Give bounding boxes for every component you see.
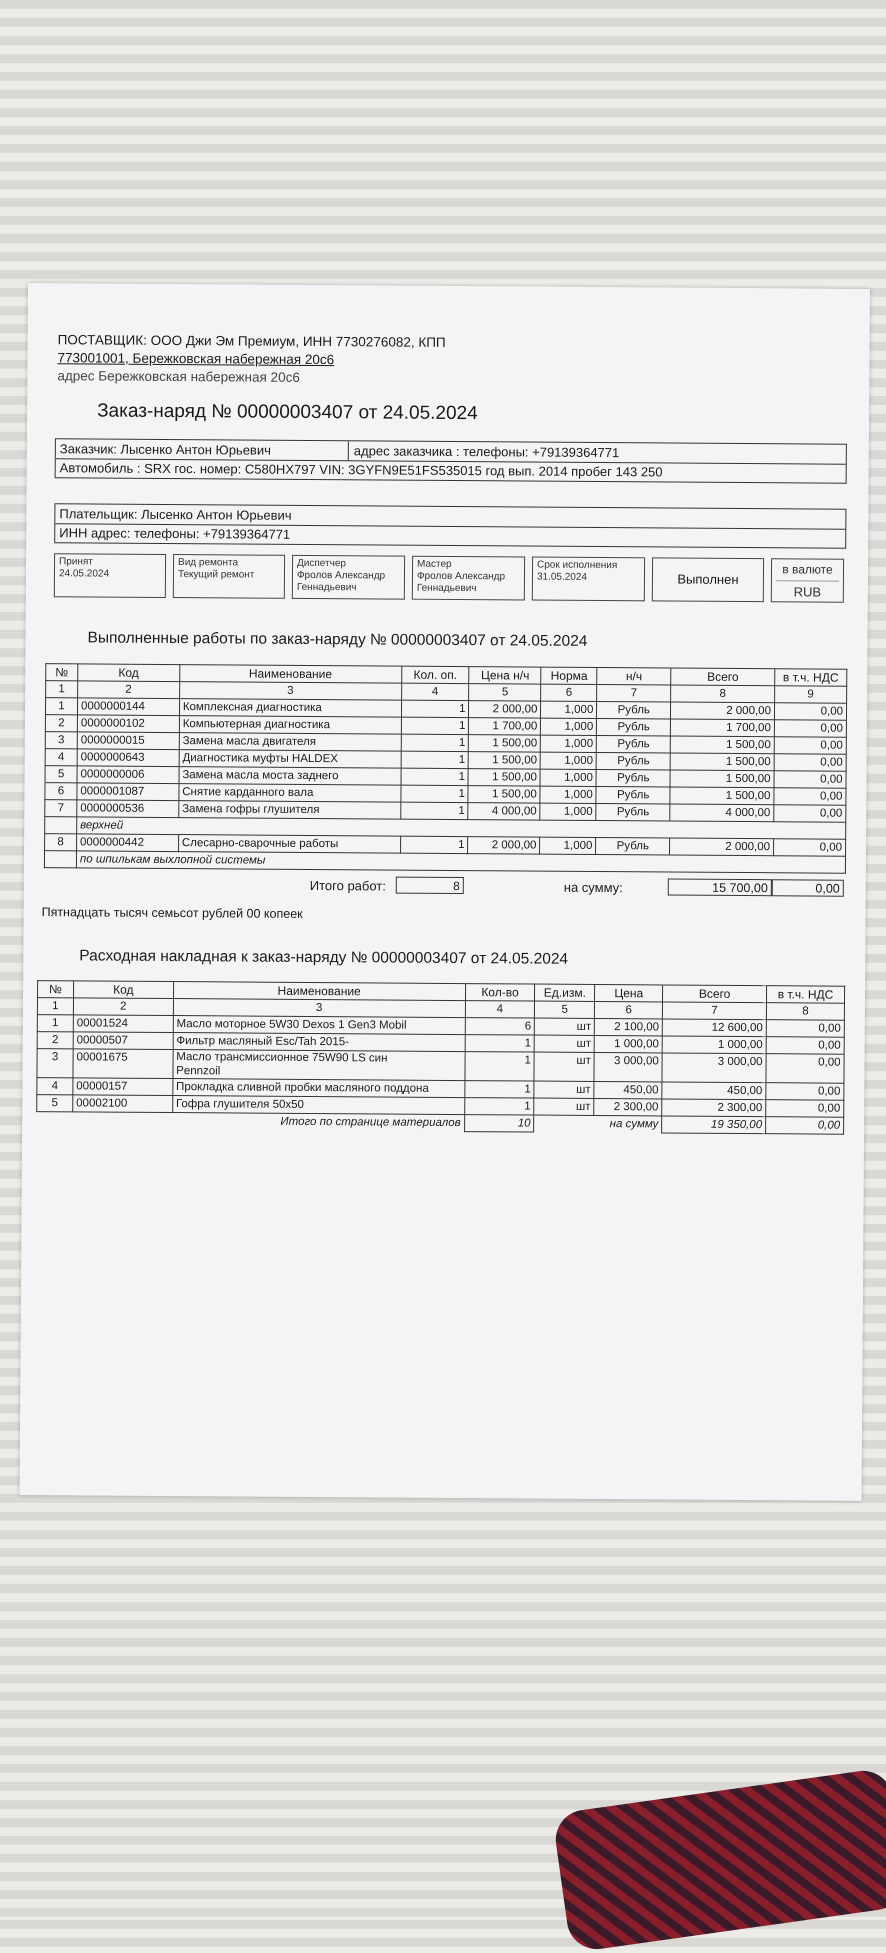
works-col-number: 8 xyxy=(671,685,775,703)
works-cell: 0,00 xyxy=(774,754,846,772)
materials-table xyxy=(36,980,845,1135)
works-cell: Рубль xyxy=(597,718,671,736)
works-cell: 1 500,00 xyxy=(670,770,774,788)
works-cell: 8 xyxy=(45,834,77,851)
works-cell: 1 xyxy=(400,836,468,853)
status-value: Выполнен xyxy=(677,571,739,587)
works-cell: 0000000144 xyxy=(77,698,179,716)
works-cell: Компьютерная диагностика xyxy=(179,716,401,735)
document-title: Заказ-наряд № 00000003407 от 24.05.2024 xyxy=(97,400,478,425)
works-col-header: Норма xyxy=(541,667,597,684)
works-cell: 1 xyxy=(401,751,469,768)
materials-cell: Прокладка сливной пробки масляного поддона xyxy=(173,1079,465,1098)
currency-value: RUB xyxy=(776,580,839,599)
materials-cell-extra: Pennzoil xyxy=(176,1065,221,1078)
works-cell: 1,000 xyxy=(540,837,596,854)
works-cell: 4 000,00 xyxy=(670,804,774,822)
info-box-received xyxy=(54,553,166,598)
info-box-repair-type xyxy=(173,554,285,599)
info-value: Текущий ремонт xyxy=(177,569,255,581)
info-box-deadline xyxy=(532,557,645,602)
materials-col-number: 1 xyxy=(37,998,73,1015)
customer-box xyxy=(55,438,847,484)
info-value: 31.05.2024 xyxy=(536,571,588,583)
works-col-header: Код xyxy=(78,664,180,682)
info-label: Вид ремонта xyxy=(178,557,239,569)
works-cell: 1 xyxy=(401,768,469,785)
works-cell: 0,00 xyxy=(774,771,846,789)
works-cell: 1 700,00 xyxy=(469,718,541,736)
works-cell: 3 xyxy=(45,732,77,749)
materials-cell: 0,00 xyxy=(766,1100,844,1118)
works-cell: 0000000442 xyxy=(76,834,178,852)
materials-cell: 00001675 xyxy=(73,1049,173,1079)
materials-cell: 00000157 xyxy=(73,1078,173,1096)
materials-cell: 450,00 xyxy=(594,1081,662,1098)
materials-col-header: Наименование xyxy=(173,982,465,1001)
works-cell: Снятие карданного вала xyxy=(179,784,401,803)
works-cell: 0,00 xyxy=(774,703,846,721)
works-cell: 4 000,00 xyxy=(468,803,540,821)
materials-cell: 2 300,00 xyxy=(662,1099,766,1117)
info-box-dispatcher xyxy=(292,555,405,600)
materials-cell: 12 600,00 xyxy=(662,1019,766,1037)
materials-total-label: Итого по странице материалов xyxy=(280,1116,461,1130)
works-cell: Рубль xyxy=(596,752,670,770)
materials-cell: Масло моторное 5W30 Dexos 1 Gen3 Mobil xyxy=(173,1016,465,1035)
works-col-header: № xyxy=(46,664,78,681)
works-cell: 1,000 xyxy=(540,786,596,803)
materials-col-header: Кол-во xyxy=(465,984,535,1001)
materials-cell: 2 300,00 xyxy=(594,1098,662,1115)
materials-cell: 2 xyxy=(37,1032,73,1049)
materials-cell: 6 xyxy=(465,1018,535,1035)
materials-cell: 1 xyxy=(464,1052,534,1081)
currency-label: в валюте xyxy=(782,562,833,577)
payer-name: Плательщик: Лысенко Антон Юрьевич xyxy=(59,506,292,523)
works-cell: 1 500,00 xyxy=(468,769,540,787)
materials-cell: 1 xyxy=(465,1035,535,1052)
works-col-number: 2 xyxy=(78,681,180,699)
works-cell: 1 xyxy=(401,700,469,717)
works-cell xyxy=(45,817,77,834)
materials-cell: 3 xyxy=(37,1049,73,1078)
works-col-number: 7 xyxy=(597,684,671,702)
materials-cell: Фильтр масляный Esc/Tah 2015- xyxy=(173,1033,465,1052)
works-cell: 2 000,00 xyxy=(671,702,775,720)
works-cell: 1 xyxy=(45,698,77,715)
materials-cell: 1 xyxy=(464,1081,534,1098)
materials-cell: 00002100 xyxy=(73,1095,173,1113)
works-col-number: 4 xyxy=(401,683,469,700)
works-sum-vat xyxy=(772,879,844,897)
info-value-2: Геннадьевич xyxy=(416,582,477,595)
works-cell: 7 xyxy=(45,800,77,817)
works-cell: 2 000,00 xyxy=(469,701,541,719)
works-total-count xyxy=(396,877,464,894)
supplier-line-3: адрес Бережковская набережная 20с6 xyxy=(57,368,300,385)
works-cell: 0000000102 xyxy=(77,715,179,733)
materials-cell: 3 000,00 xyxy=(662,1053,766,1083)
materials-col-header: № xyxy=(38,981,74,998)
materials-total-count: 10 xyxy=(464,1115,534,1132)
works-cell: 0000000643 xyxy=(77,749,179,767)
materials-sum-label: на сумму xyxy=(609,1118,659,1131)
info-value: Фролов Александр xyxy=(416,570,506,583)
works-col-header: Наименование xyxy=(180,665,402,684)
info-label: Принят xyxy=(59,556,93,568)
works-cell: 0000000015 xyxy=(77,732,179,750)
materials-cell: 00000507 xyxy=(73,1032,173,1050)
works-cell: 2 000,00 xyxy=(670,838,774,856)
materials-cell: 1 xyxy=(37,1015,73,1032)
materials-col-header: в т.ч. НДС xyxy=(766,986,844,1004)
materials-col-number: 3 xyxy=(173,999,465,1018)
works-cell: 0,00 xyxy=(774,788,846,806)
works-cell: 1,000 xyxy=(540,803,596,820)
works-cell: 1 700,00 xyxy=(671,719,775,737)
works-title: Выполненные работы по заказ-наряду № 00000003407 от 24.05.2024 xyxy=(87,629,588,650)
works-col-header: Кол. оп. xyxy=(401,666,469,683)
works-col-header: н/ч xyxy=(597,667,671,685)
materials-cell: 3 000,00 xyxy=(594,1052,662,1081)
works-total-count-value: 8 xyxy=(453,878,460,894)
payer-details: ИНН адрес: телефоны: +79139364771 xyxy=(59,525,291,542)
works-cell: Рубль xyxy=(596,803,670,821)
works-cell: Замена гофры глушителя xyxy=(179,801,401,820)
materials-cell: шт xyxy=(534,1098,594,1115)
works-total-label: Итого работ: xyxy=(309,877,386,894)
materials-cell: 0,00 xyxy=(766,1083,844,1101)
materials-cell: шт xyxy=(535,1018,595,1035)
works-cell: 0,00 xyxy=(774,805,846,823)
materials-title: Расходная накладная к заказ-наряду № 00000003407 от 24.05.2024 xyxy=(79,947,569,968)
supplier-line-1: ПОСТАВЩИК: ООО Джи Эм Премиум, ИНН 7730276082, КПП xyxy=(57,332,446,350)
materials-col-number: 6 xyxy=(595,1001,663,1018)
works-cell: 1,000 xyxy=(541,752,597,769)
supplier-line-2: 773001001, Бережковская набережная 20с6 xyxy=(57,350,335,368)
customer-name: Заказчик: Лысенко Антон Юрьевич xyxy=(59,441,271,458)
works-sum-value-text: 15 700,00 xyxy=(712,880,768,896)
car-info: Автомобиль : SRX гос. номер: С580НХ797 VIN: 3GYFN9E51FS535015 год вып. 2014 пробег 143 250 xyxy=(59,460,663,480)
works-cell: 1 500,00 xyxy=(469,752,541,770)
materials-cell: 0,00 xyxy=(766,1020,844,1038)
works-cell: Замена масла моста заднего xyxy=(179,767,401,786)
works-cell: 0,00 xyxy=(773,839,845,857)
works-sum-label: на сумму: xyxy=(563,879,623,896)
works-col-header: Цена н/ч xyxy=(469,667,541,685)
info-label: Срок исполнения xyxy=(537,559,618,572)
background-fabric xyxy=(552,1767,886,1953)
works-cell: 2 xyxy=(45,715,77,732)
materials-cell: 450,00 xyxy=(662,1082,766,1100)
materials-cell: Масло трансмиссионное 75W90 LS син Pennzoil xyxy=(173,1050,465,1081)
payer-box xyxy=(54,503,846,549)
info-label: Диспетчер xyxy=(297,557,347,570)
materials-cell: 4 xyxy=(37,1078,73,1095)
works-cell: 0000000006 xyxy=(77,766,179,784)
materials-cell: шт xyxy=(534,1052,594,1081)
works-col-number: 9 xyxy=(775,686,847,704)
materials-col-number: 8 xyxy=(766,1003,844,1021)
works-cell: Комплексная диагностика xyxy=(179,699,401,718)
works-cell: 0,00 xyxy=(774,737,846,755)
materials-cell: 1 000,00 xyxy=(594,1035,662,1052)
works-cell: Рубль xyxy=(596,769,670,787)
works-cell: 1,000 xyxy=(540,769,596,786)
materials-cell: шт xyxy=(534,1081,594,1098)
works-cell: 1 500,00 xyxy=(469,735,541,753)
info-value: Фролов Александр xyxy=(296,569,386,582)
works-cell: 1 500,00 xyxy=(670,753,774,771)
works-col-number: 5 xyxy=(469,684,541,702)
info-value: 24.05.2024 xyxy=(58,568,110,580)
materials-col-header: Ед.изм. xyxy=(535,984,595,1001)
works-cell: Замена масла двигателя xyxy=(179,733,401,752)
info-label: Мастер xyxy=(417,558,452,570)
works-cell xyxy=(44,851,76,868)
works-table xyxy=(44,663,847,874)
materials-col-header: Всего xyxy=(663,985,767,1003)
works-note: по шпилькам выхлопной системы xyxy=(76,851,845,873)
materials-col-number: 7 xyxy=(663,1002,767,1020)
materials-cell: 1 xyxy=(464,1098,534,1115)
works-cell: Рубль xyxy=(597,735,671,753)
works-cell: Диагностика муфты HALDEX xyxy=(179,750,401,769)
materials-sum-vat: 0,00 xyxy=(766,1117,844,1135)
customer-separator xyxy=(348,441,349,460)
works-cell: 1,000 xyxy=(541,718,597,735)
works-cell: Рубль xyxy=(596,786,670,804)
works-cell: 4 xyxy=(45,749,77,766)
materials-cell: 2 100,00 xyxy=(595,1018,663,1035)
works-cell: 1 xyxy=(401,734,469,751)
order-document xyxy=(20,283,870,1501)
works-sum-vat-text: 0,00 xyxy=(815,881,840,896)
materials-col-header: Код xyxy=(73,981,173,999)
materials-cell: шт xyxy=(535,1035,595,1052)
works-cell: 0000000536 xyxy=(77,800,179,818)
works-col-number: 6 xyxy=(541,684,597,701)
works-cell: 0,00 xyxy=(774,720,846,738)
currency-box xyxy=(771,558,844,603)
works-col-number: 1 xyxy=(46,681,78,698)
supplier-block xyxy=(57,331,445,388)
materials-cell: 1 000,00 xyxy=(662,1036,766,1054)
info-value-2: Геннадьевич xyxy=(296,581,357,594)
works-cell: 1 xyxy=(400,785,468,802)
works-cell: 1 xyxy=(400,802,468,819)
materials-col-number: 4 xyxy=(465,1001,535,1018)
works-col-header: в т.ч. НДС xyxy=(775,669,847,687)
works-cell: 2 000,00 xyxy=(468,837,540,855)
works-sum-words: Пятнадцать тысяч семьсот рублей 00 копеек xyxy=(41,905,303,921)
materials-col-number: 5 xyxy=(535,1001,595,1018)
works-cell: 0000001087 xyxy=(77,783,179,801)
works-cell: 1 500,00 xyxy=(468,786,540,804)
materials-col-number: 2 xyxy=(73,998,173,1016)
works-col-header: Всего xyxy=(671,668,775,686)
info-box-master xyxy=(412,556,525,601)
works-col-number: 3 xyxy=(179,682,401,701)
works-cell: 1,000 xyxy=(541,701,597,718)
works-cell: 1 500,00 xyxy=(670,787,774,805)
materials-cell: 0,00 xyxy=(766,1054,844,1084)
materials-cell: 00001524 xyxy=(73,1015,173,1033)
works-cell: 1 500,00 xyxy=(670,736,774,754)
materials-sum-value: 19 350,00 xyxy=(662,1116,766,1134)
customer-address: адрес заказчика : телефоны: +79139364771 xyxy=(353,443,620,461)
materials-cell: 5 xyxy=(37,1095,73,1112)
materials-col-header: Цена xyxy=(595,984,663,1001)
works-cell: 6 xyxy=(45,783,77,800)
materials-cell: 0,00 xyxy=(766,1037,844,1055)
works-cell: 5 xyxy=(45,766,77,783)
works-cell: 1 xyxy=(401,717,469,734)
works-cell: Рубль xyxy=(596,837,670,855)
works-cell: 1,000 xyxy=(541,735,597,752)
works-sum-value xyxy=(668,878,772,896)
works-cell: Рубль xyxy=(597,701,671,719)
status-box xyxy=(652,557,764,602)
works-note: верхней xyxy=(77,817,846,839)
works-cell: Слесарно-сварочные работы xyxy=(178,835,400,854)
materials-cell: Гофра глушителя 50х50 xyxy=(172,1096,464,1115)
